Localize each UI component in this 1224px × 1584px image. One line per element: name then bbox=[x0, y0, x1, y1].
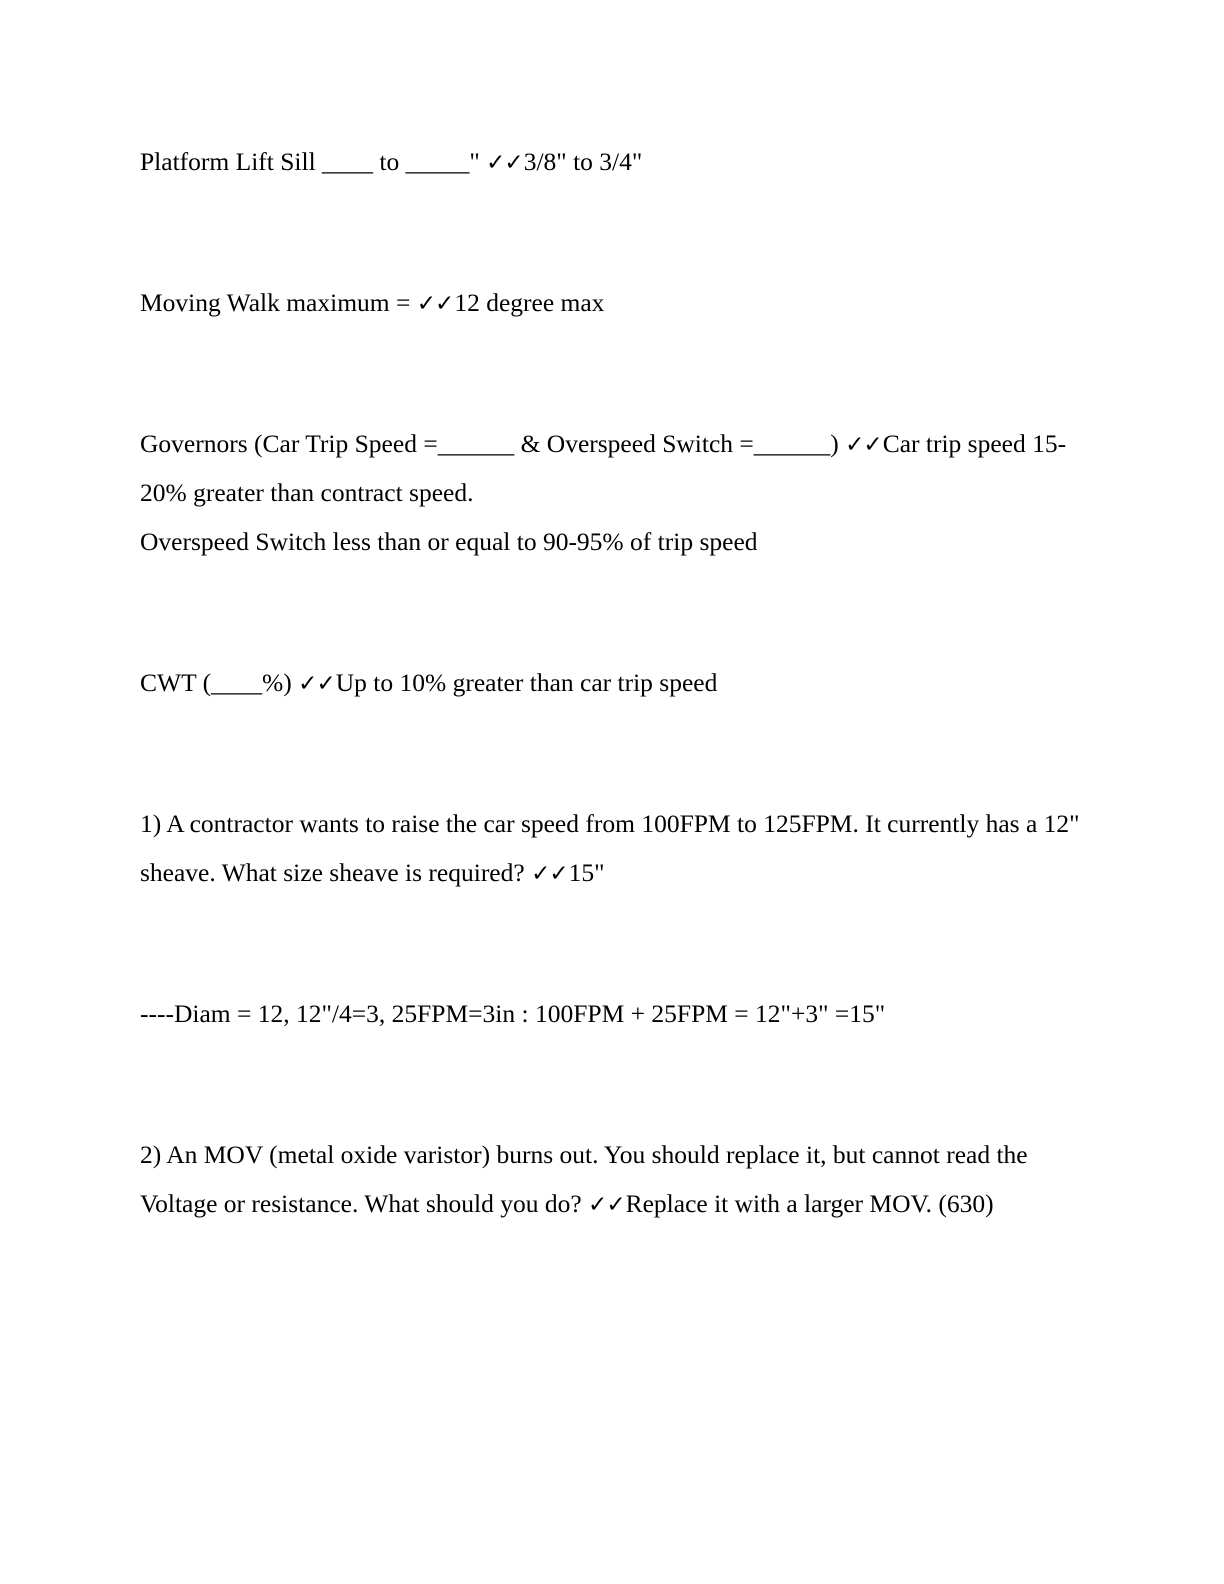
spacer bbox=[140, 328, 1080, 420]
checkmark-icon: ✓✓ bbox=[845, 431, 882, 458]
text-segment: 15" bbox=[568, 857, 605, 887]
paragraph-moving-walk-maximum bbox=[140, 279, 1080, 328]
checkmark-icon: ✓✓ bbox=[416, 290, 454, 317]
text-segment: 2) An MOV (metal oxide varistor) burns out. You should replace it, but cannot read the Voltage or resistance. What should you do? bbox=[140, 1139, 1028, 1218]
checkmark-icon: ✓✓ bbox=[588, 1191, 625, 1218]
text-segment: ----Diam = 12, 12"/4=3, 25FPM=3in : 100FPM + 25FPM = 12"+3" =15" bbox=[140, 998, 886, 1028]
spacer bbox=[140, 898, 1080, 990]
text-segment: Replace it with a larger MOV. (630) bbox=[625, 1188, 994, 1218]
paragraph-cwt bbox=[140, 659, 1080, 708]
checkmark-icon: ✓✓ bbox=[531, 860, 568, 887]
spacer bbox=[140, 1039, 1080, 1131]
text-segment: Platform Lift Sill ____ to _____" bbox=[140, 147, 487, 176]
spacer bbox=[140, 187, 1080, 279]
spacer bbox=[140, 708, 1080, 800]
paragraph-governors bbox=[140, 420, 1080, 518]
text-segment: 1) A contractor wants to raise the car speed from 100FPM to 125FPM. It currently has a 12" sheave. What size sheave is required? bbox=[140, 808, 1080, 887]
text-segment: Moving Walk maximum = bbox=[140, 287, 417, 317]
document-body bbox=[140, 138, 1080, 1228]
text-segment: 3/8" to 3/4" bbox=[523, 147, 643, 176]
paragraph-question-2 bbox=[140, 1131, 1080, 1229]
checkmark-icon: ✓✓ bbox=[298, 670, 335, 697]
text-segment: CWT (____%) bbox=[140, 667, 299, 697]
paragraph-question-1-work bbox=[140, 990, 1080, 1039]
text-segment: 12 degree max bbox=[454, 287, 605, 317]
text-segment: Car trip speed 15-20% greater than contract speed. bbox=[140, 428, 1067, 507]
paragraph-platform-lift-sill bbox=[140, 138, 1080, 187]
text-segment: Overspeed Switch less than or equal to 90-95% of trip speed bbox=[140, 526, 758, 556]
spacer bbox=[140, 567, 1080, 659]
checkmark-icon: ✓✓ bbox=[486, 150, 523, 176]
paragraph-overspeed-switch bbox=[140, 518, 1080, 567]
text-segment: Up to 10% greater than car trip speed bbox=[335, 667, 718, 697]
paragraph-question-1 bbox=[140, 800, 1080, 898]
text-segment: Governors (Car Trip Speed =______ & Overspeed Switch =______) bbox=[140, 428, 846, 458]
